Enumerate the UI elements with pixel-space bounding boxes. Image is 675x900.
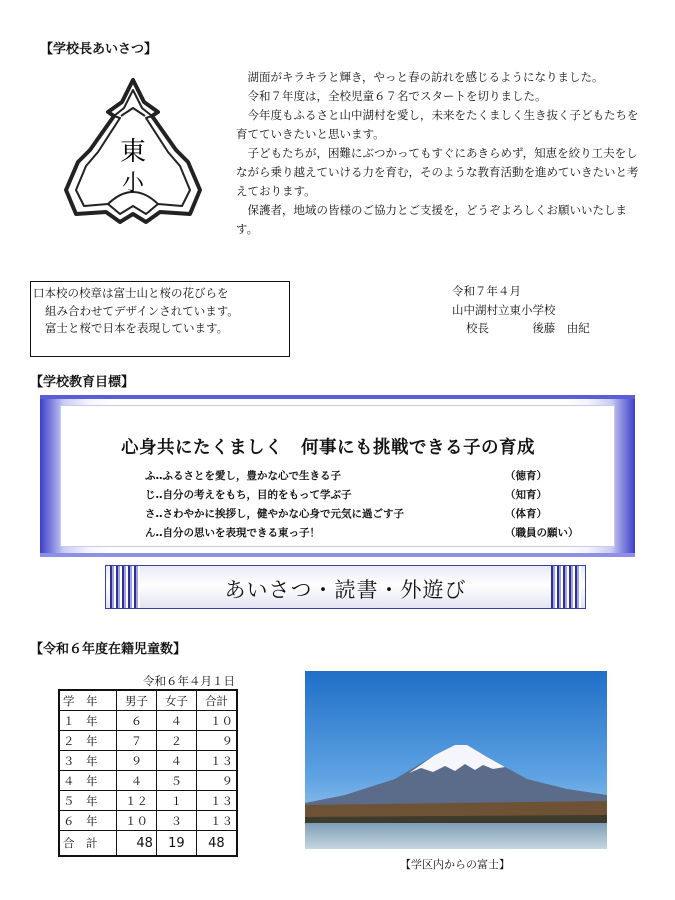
svg-text:東: 東 — [119, 137, 147, 167]
table-cell: ９ — [117, 751, 157, 771]
goal-item: じ‥自分の考えをもち，目的をもって学ぶ子 — [145, 489, 352, 501]
column-header: 男子 — [117, 690, 157, 711]
emblem-note-box — [30, 281, 290, 357]
greeting-paragraph: 今年度もふるさと山中湖村を愛し，未来をたくましく生き抜く子どもたちを育てていきたいと思います。 — [236, 108, 639, 141]
signature-title: 校長 — [466, 321, 489, 335]
greeting-paragraph: 湖面がキラキラと輝き，やっと春の訪れを感じるようになりました。 — [247, 70, 604, 84]
signature-school: 山中湖村立東小学校 — [452, 302, 556, 317]
table-row — [59, 711, 237, 731]
goals-heading: 【学校教育目標】 — [30, 375, 135, 390]
mount-fuji-photo — [305, 671, 607, 849]
photo-caption: 【学区内からの富士】 — [400, 858, 510, 871]
table-cell: ６ — [117, 711, 157, 731]
table-cell: 48 — [117, 831, 157, 857]
column-header: 女子 — [156, 690, 196, 711]
table-cell: １０ — [196, 711, 237, 731]
school-crest-logo — [48, 72, 218, 232]
goal-item: ん‥自分の思いを表現できる東っ子！ — [145, 527, 321, 539]
greeting-paragraph: 子どもたちが，困難にぶつかってもすぐにあきらめず，知恵を絞り工夫をしながら乗り越えていける力を育む，そのような教育活動を進めていきたいと考えております。 — [236, 146, 639, 198]
table-row — [59, 771, 237, 791]
enrollment-date: 令和６年４月１日 — [143, 674, 235, 688]
table-cell: １３ — [196, 811, 237, 831]
table-cell: 19 — [156, 831, 196, 857]
table-cell: 合 計 — [59, 831, 117, 857]
table-cell: １０ — [117, 811, 157, 831]
goals-panel — [60, 405, 615, 547]
greeting-heading: 【学校長あいさつ】 — [40, 42, 158, 57]
table-cell: 48 — [196, 831, 237, 857]
goal-note: （職員の願い） — [505, 527, 579, 539]
table-cell: ６ 年 — [59, 811, 117, 831]
table-header-row — [59, 690, 237, 711]
table-cell: ５ — [156, 771, 196, 791]
signature-date: 令和７年４月 — [452, 284, 521, 298]
table-cell: ３ — [156, 811, 196, 831]
table-cell: １ — [156, 791, 196, 811]
slogan-text: あいさつ・読書・外遊び — [224, 578, 467, 602]
goals-title: 心身共にたくましく 何事にも挑戦できる子の育成 — [121, 438, 535, 458]
svg-text:小: 小 — [121, 171, 145, 196]
table-row — [59, 791, 237, 811]
table-cell: ９ — [196, 731, 237, 751]
signature-block — [452, 282, 590, 338]
column-header: 合計 — [196, 690, 237, 711]
goal-note: （徳育） — [505, 470, 547, 482]
table-cell: ４ 年 — [59, 771, 117, 791]
slogan-banner — [105, 565, 586, 609]
table-cell: ５ 年 — [59, 791, 117, 811]
table-total-row — [59, 831, 237, 857]
column-header: 学 年 — [59, 690, 117, 711]
greeting-paragraph: 令和７年度は，全校児童６７名でスタートを切りました。 — [247, 89, 547, 103]
enrollment-table — [58, 689, 238, 857]
signature-name: 後藤 由紀 — [532, 321, 590, 335]
emblem-note-line: 口本校の校章は富士山と桜の花びらを — [33, 286, 229, 300]
table-cell: ２ — [156, 731, 196, 751]
goal-item: ふ‥ふるさとを愛し，豊かな心で生きる子 — [145, 470, 342, 482]
table-cell: ９ — [196, 771, 237, 791]
emblem-note-line: 富士と桜で日本を表現しています。 — [45, 321, 229, 335]
table-cell: ４ — [117, 771, 157, 791]
enrollment-heading: 【令和６年度在籍児童数】 — [30, 642, 187, 657]
goals-frame — [40, 395, 635, 557]
goal-note: （体育） — [505, 508, 547, 520]
goal-item: さ‥さわやかに挨拶し，健やかな心身で元気に過ごす子 — [145, 508, 405, 520]
table-cell: １ 年 — [59, 711, 117, 731]
table-row — [59, 731, 237, 751]
table-cell: １３ — [196, 751, 237, 771]
table-cell: ４ — [156, 751, 196, 771]
table-cell: ７ — [117, 731, 157, 751]
table-row — [59, 751, 237, 771]
table-cell: ２ 年 — [59, 731, 117, 751]
table-cell: １２ — [117, 791, 157, 811]
greeting-paragraph: 保護者，地域の皆様のご協力とご支援を，どうぞよろしくお願いいたします。 — [236, 203, 627, 236]
emblem-note-line: 組み合わせてデザインされています。 — [45, 303, 239, 318]
greeting-text — [236, 68, 640, 239]
table-row — [59, 811, 237, 831]
table-cell: ３ 年 — [59, 751, 117, 771]
table-cell: １３ — [196, 791, 237, 811]
goal-note: （知育） — [505, 489, 547, 501]
table-cell: ４ — [156, 711, 196, 731]
